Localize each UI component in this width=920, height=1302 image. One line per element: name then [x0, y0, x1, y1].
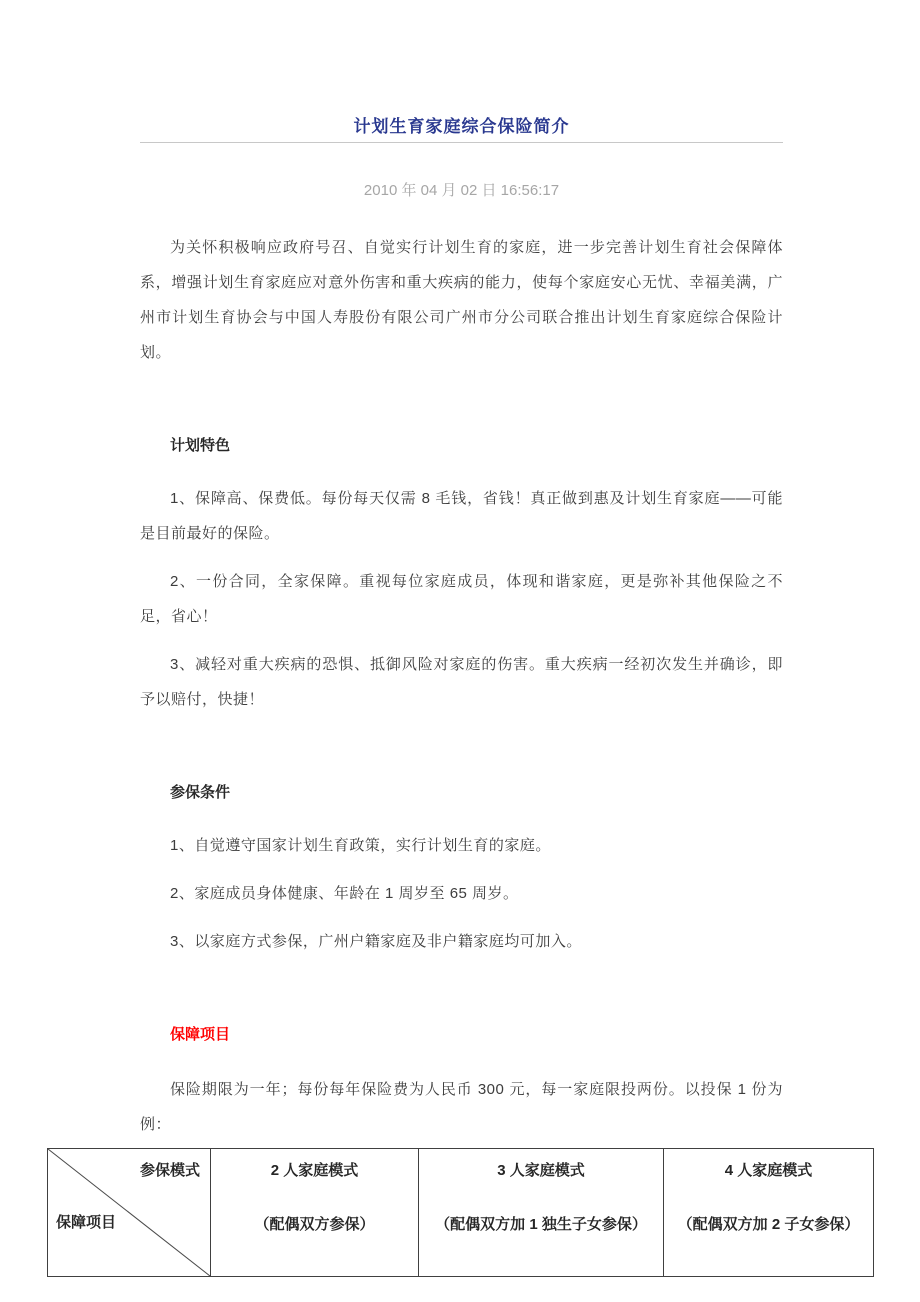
section-features — [140, 428, 783, 717]
features-heading: 计划特色 — [170, 437, 231, 454]
family-mode-title: 3 人家庭模式 — [497, 1162, 585, 1179]
coverage-note: 保险期限为一年；每份每年保险费为人民币 300 元，每一家庭限投两份。以投保 1 份为例： — [140, 1081, 783, 1133]
family-mode-title: 4 人家庭模式 — [724, 1162, 813, 1179]
table-header-cell-2person — [211, 1149, 419, 1277]
condition-item: 3、以家庭方式参保，广州户籍家庭及非户籍家庭均可加入。 — [170, 933, 582, 950]
title-block — [140, 112, 783, 143]
lead-paragraph: 为关怀积极响应政府号召、自觉实行计划生育的家庭，进一步完善计划生育社会保障体系，增强计划生育家庭应对意外伤害和重大疾病的能力，使每个家庭安心无忧、幸福美满，广州市计划生育协会与中国人寿股份有限公司广州市分公司联合推出计划生育家庭综合保险计划。 — [140, 239, 783, 361]
publish-date: 2010 年 04 月 02 日 16:56:17 — [363, 182, 560, 199]
family-mode-subtitle: （配偶双方加 1 独生子女参保） — [435, 1216, 647, 1233]
table-corner-cell — [48, 1149, 211, 1277]
family-mode-title: 2 人家庭模式 — [270, 1162, 359, 1179]
corner-label-mode: 参保模式 — [139, 1162, 200, 1179]
condition-item: 2、家庭成员身体健康、年龄在 1 周岁至 65 周岁。 — [170, 885, 519, 902]
conditions-heading: 参保条件 — [170, 784, 231, 801]
family-mode-subtitle: （配偶双方参保） — [254, 1216, 375, 1233]
coverage-heading: 保障项目 — [170, 1026, 231, 1043]
coverage-table — [47, 1148, 874, 1277]
section-coverage — [56, 1017, 860, 1277]
feature-item: 2、一份合同，全家保障。重视每位家庭成员，体现和谐家庭，更是弥补其他保险之不足，省心！ — [140, 573, 783, 625]
family-mode-subtitle: （配偶双方加 2 子女参保） — [677, 1216, 860, 1233]
feature-item: 1、保障高、保费低。每份每天仅需 8 毛钱，省钱！真正做到惠及计划生育家庭——可能是目前最好的保险。 — [140, 490, 783, 542]
table-header-cell-4person — [664, 1149, 874, 1277]
condition-item: 1、自觉遵守国家计划生育政策，实行计划生育的家庭。 — [170, 837, 551, 854]
feature-item: 3、减轻对重大疾病的恐惧、抵御风险对家庭的伤害。重大疾病一经初次发生并确诊，即予以赔付，快捷！ — [140, 656, 783, 708]
page-title: 计划生育家庭综合保险简介 — [353, 117, 570, 136]
table-header-cell-3person — [419, 1149, 664, 1277]
table-header-row — [48, 1149, 874, 1277]
corner-label-item: 保障项目 — [56, 1214, 117, 1231]
section-conditions — [140, 775, 783, 959]
